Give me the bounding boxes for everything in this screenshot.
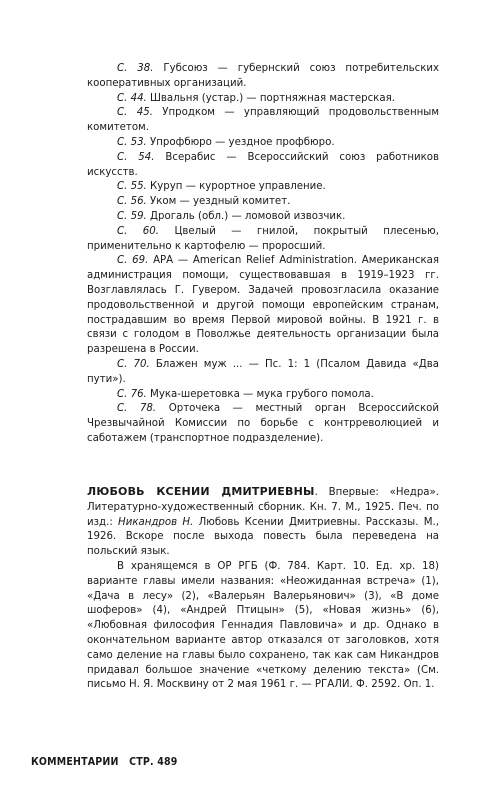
note-item: С. 53. Упрофбюро — уездное профбюро. [117, 136, 335, 148]
note-item: С. 59. Дрогаль (обл.) — ломовой извозчик. [117, 210, 346, 222]
commentary-section [87, 485, 439, 693]
note-item: С. 76. Мука-шеретовка — мука грубого помола. [117, 388, 374, 400]
section-body-paragraph: В хранящемся в ОР РГБ (Ф. 784. Карт. 10. Ед. хр. 18) варианте главы имели названия: «Неожиданная встреча» (1), «Дача в лесу» (2), «Валерьян Валерьянович» (3), «В доме шоферов» (4), «Андрей Птицын» (5), «Новая жизнь» (6), «Любовная философия Геннадия Павловича» и др. Однако в окончательном варианте автор отказался от заголовков, хотя само деление на главы было сохранено, так как сам Никандров придавал большое значение «четкому делению текста» (См. письмо Н. Я. Москвину от 2 мая 1961 г. — РГАЛИ. Ф. 2592. Оп. 1. [87, 560, 439, 691]
note-item: С. 38. Губсоюз — губернский союз потребительских кооперативных организаций. [87, 63, 440, 89]
note-item: С. 45. Упродком — управляющий продовольственным комитетом. [87, 107, 440, 134]
page-footer: КОММЕНТАРИИ СТР. 489 [31, 756, 178, 768]
note-item: С. 78. Орточека — местный орган Всероссийской Чрезвычайной Комиссии по борьбе с контрреволюцией и саботажем (транспортное подразделение). [87, 403, 440, 444]
note-item: С. 44. Швальня (устар.) — портняжная мастерская. [117, 92, 395, 104]
note-item: С. 56. Уком — уездный комитет. [117, 196, 291, 208]
section-intro-paragraph: ЛЮБОВЬ КСЕНИИ ДМИТРИЕВНЫ. Впервые: «Недра». Литературно-художественный сборник. Кн. 7. М., 1925. Печ. по изд.: Никандров Н. Любовь Ксении Дмитриевны. Рассказы. М., 1926. Вскоре после выхода повесть была переведена на польский язык. [87, 485, 440, 558]
note-item: С. 69. АРА — American Relief Administration. Американская администрация помощи, существовавшая в 1919–1923 гг. Возглавлялась Г. Гувером. Задачей провозгласила оказание продовольственной и другой помощи европейским странам, пострадавшим во время Первой мировой войны. В 1921 г. в связи с голодом в Поволжье деятельность организации была разрешена в России. [87, 255, 439, 356]
notes-list [87, 62, 439, 447]
note-item: С. 70. Блажен муж ... — Пс. 1: 1 (Псалом Давида «Два пути»). [87, 358, 439, 385]
author-name: Никандров Н. [118, 516, 194, 528]
note-item: С. 54. Всерабис — Всероссийский союз работников искусств. [87, 151, 440, 178]
note-item: С. 55. Куруп — курортное управление. [117, 181, 326, 193]
note-item: С. 60. Цвелый — гнилой, покрытый плесенью, применительно к картофелю — проросший. [87, 225, 440, 252]
section-heading: ЛЮБОВЬ КСЕНИИ ДМИТРИЕВНЫ [87, 485, 315, 498]
